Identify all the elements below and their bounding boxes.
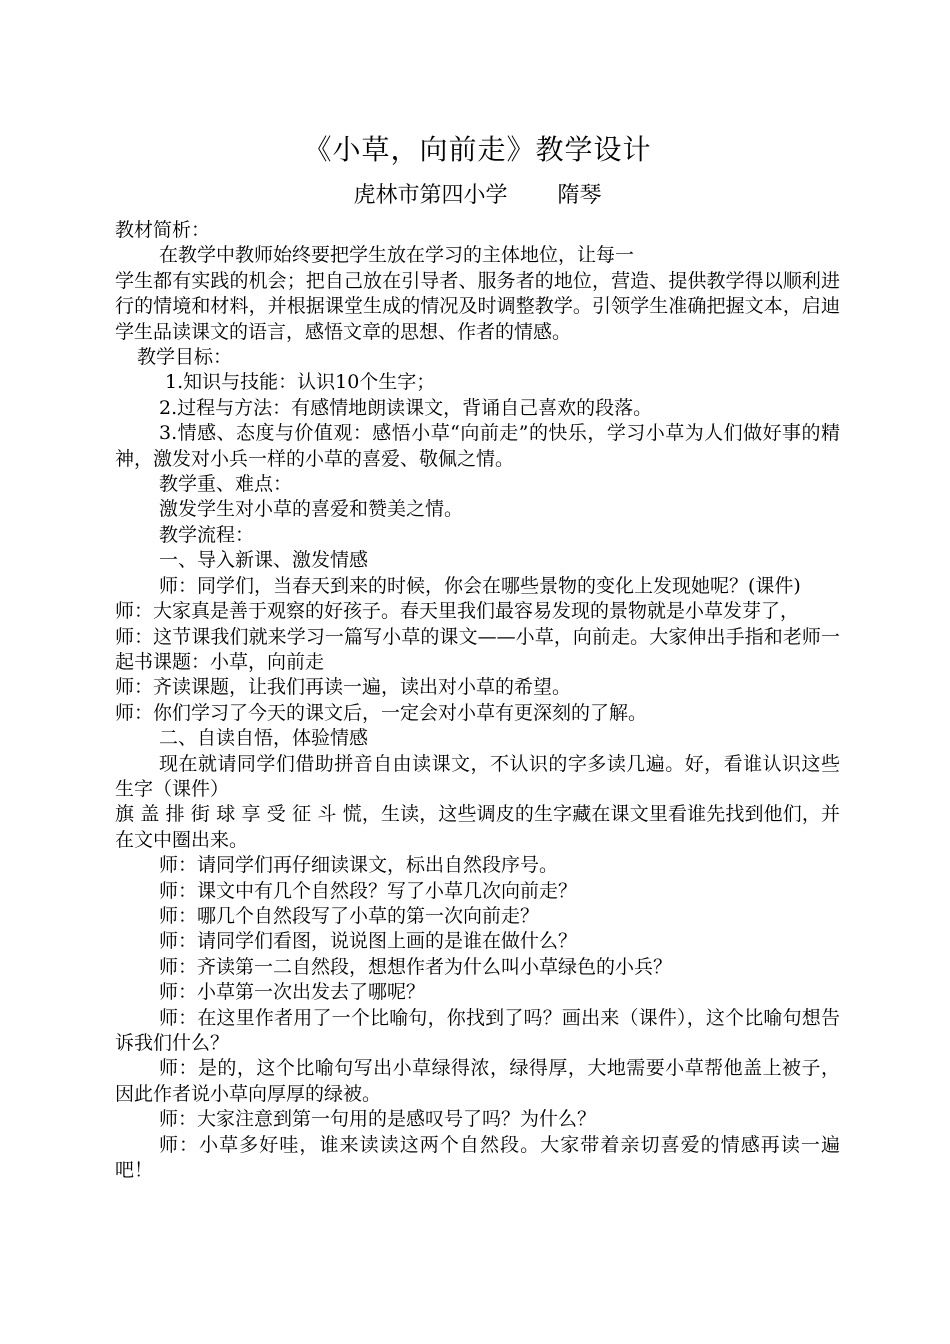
section-heading: 一、导入新课、激发情感 bbox=[159, 549, 369, 572]
paragraph: 师：小草第一次出发去了哪呢？ bbox=[159, 981, 426, 1004]
list-item: 1.知识与技能：认识10个生字； bbox=[165, 371, 436, 394]
paragraph: 师：请同学们再仔细读课文，标出自然段序号。 bbox=[159, 854, 559, 877]
document-title: 《小草，向前走》教学设计 bbox=[303, 133, 652, 166]
paragraph: 师：你们学习了今天的课文后，一定会对小草有更深刻的了解。 bbox=[115, 701, 648, 724]
list-item: 2.过程与方法：有感情地朗读课文，背诵自己喜欢的段落。 bbox=[159, 396, 653, 419]
section-heading: 教学流程： bbox=[159, 523, 255, 546]
section-heading: 二、自读自悟，体验情感 bbox=[159, 727, 369, 750]
paragraph: 学生都有实践的机会；把自己放在引导者、服务者的地位，营造、提供教学得以顺利进行的情境和材料，并根据课堂生成的情况及时调整教学。引领学生准确把握文本，启迪学生品读课文的语言，感悟文章的思想、作者的情感。 bbox=[115, 269, 840, 343]
paragraph: 现在就请同学们借助拼音自由读课文，不认识的字多读几遍。好，看谁认识这些生字（课件） bbox=[115, 752, 840, 800]
section-heading: 教学重、难点： bbox=[159, 473, 293, 496]
paragraph: 在教学中教师始终要把学生放在学习的主体地位，让每一 bbox=[159, 244, 635, 267]
list-item: 3.情感、态度与价值观：感悟小草“向前走”的快乐，学习小草为人们做好事的精神，激发对小兵一样的小草的喜爱、敬佩之情。 bbox=[115, 422, 840, 470]
author-name: 隋琴 bbox=[557, 183, 602, 208]
paragraph: 师：课文中有几个自然段？写了小草几次向前走？ bbox=[159, 879, 578, 902]
school-name: 虎林市第四小学 bbox=[353, 183, 508, 208]
paragraph: 师：大家真是善于观察的好孩子。春天里我们最容易发现的景物就是小草发芽了， bbox=[115, 600, 800, 623]
section-heading: 教材简析： bbox=[115, 219, 211, 241]
section-heading: 教学目标： bbox=[137, 346, 233, 369]
paragraph: 师：同学们，当春天到来的时候，你会在哪些景物的变化上发现她呢？(课件) bbox=[159, 574, 801, 597]
author-line bbox=[115, 176, 840, 216]
document-body bbox=[115, 218, 840, 1183]
paragraph: 师：这节课我们就来学习一篇写小草的课文——小草，向前走。大家伸出手指和老师一起书课题：小草，向前走 bbox=[115, 625, 840, 673]
paragraph: 师：齐读课题，让我们再读一遍，读出对小草的希望。 bbox=[115, 676, 572, 699]
paragraph: 师：大家注意到第一句用的是感叹号了吗？为什么？ bbox=[159, 1108, 597, 1131]
paragraph: 师：哪几个自然段写了小草的第一次向前走？ bbox=[159, 904, 540, 927]
document-page bbox=[115, 130, 840, 1183]
paragraph: 师：请同学们看图，说说图上画的是谁在做什么？ bbox=[159, 930, 578, 953]
paragraph: 师：是的，这个比喻句写出小草绿得浓，绿得厚，大地需要小草帮他盖上被子，因此作者说小草向厚厚的绿被。 bbox=[115, 1057, 840, 1105]
paragraph: 师：在这里作者用了一个比喻句，你找到了吗？画出来（课件），这个比喻句想告诉我们什么？ bbox=[115, 1006, 840, 1054]
paragraph: 师：齐读第一二自然段，想想作者为什么叫小草绿色的小兵？ bbox=[159, 955, 673, 978]
paragraph: 旗 盖 排 街 球 享 受 征 斗 慌，生读，这些调皮的生字藏在课文里看谁先找到他们，并在文中圈出来。 bbox=[115, 803, 840, 851]
paragraph: 激发学生对小草的喜爱和赞美之情。 bbox=[159, 498, 464, 521]
paragraph: 师：小草多好哇，谁来读读这两个自然段。大家带着亲切喜爱的情感再读一遍吧！ bbox=[115, 1133, 840, 1182]
